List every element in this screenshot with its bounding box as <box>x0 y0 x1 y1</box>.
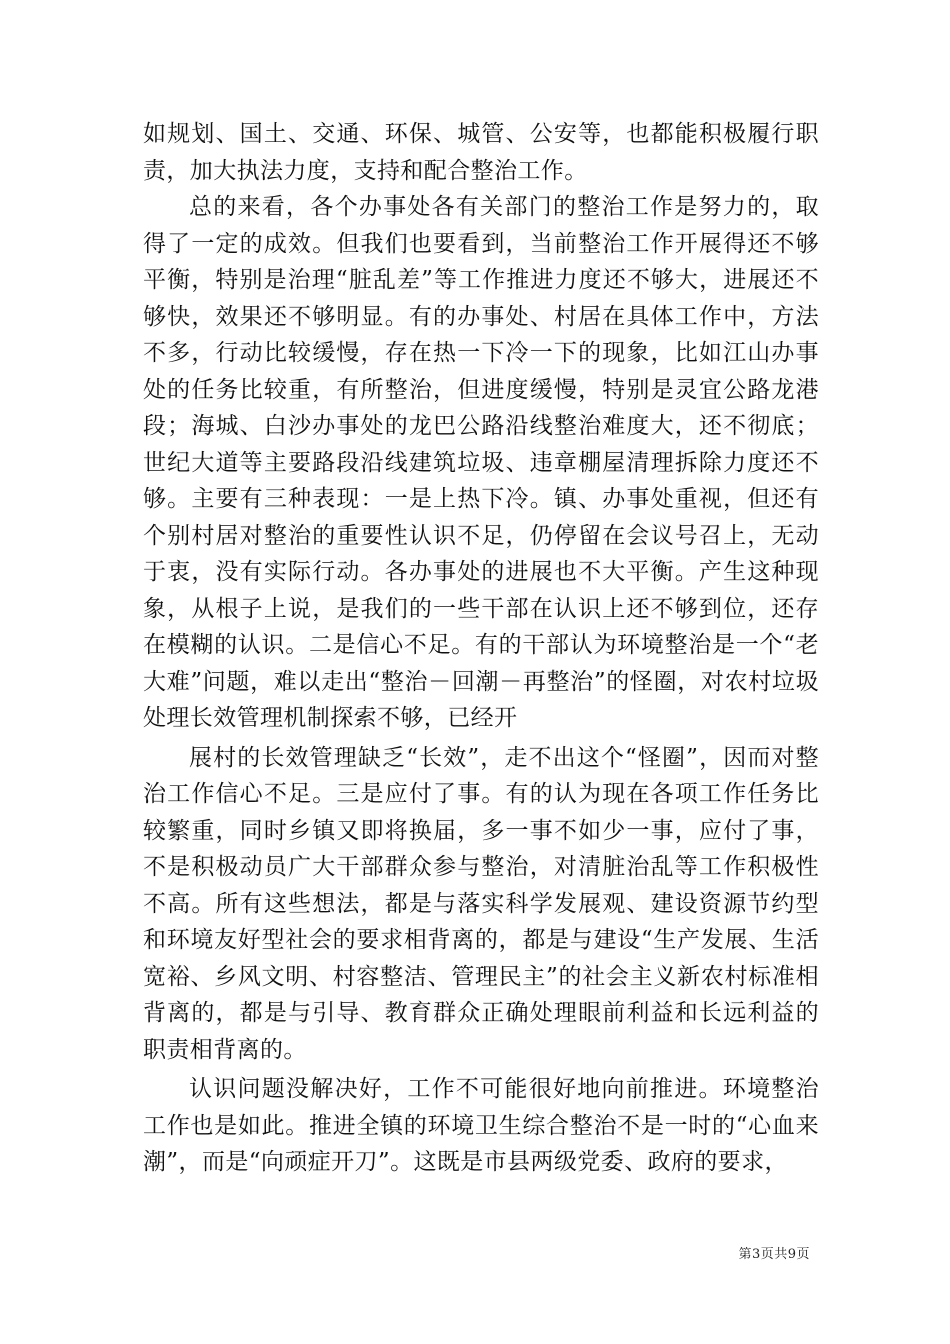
body-text <box>143 116 819 1181</box>
page-number: 第3页共9页 <box>738 1247 810 1262</box>
paragraph-2: 总的来看，各个办事处各有关部门的整治工作是努力的，取得了一定的成效。但我们也要看到，当前整治工作开展得还不够平衡，特别是治理“脏乱差”等工作推进力度还不够大，进展还不够快，效果还不够明显。有的办事处、村居在具体工作中，方法不多，行动比较缓慢，存在热一下冷一下的现象，比如江山办事处的任务比较重，有所整治，但进度缓慢，特别是灵宜公路龙港段；海城、白沙办事处的龙巴公路沿线整治难度大，还不彻底；世纪大道等主要路段沿线建筑垃圾、违章棚屋清理拆除力度还不够。主要有三种表现：一是上热下冷。镇、办事处重视，但还有个别村居对整治的重要性认识不足，仍停留在会议号召上，无动于衷，没有实际行动。各办事处的进展也不大平衡。产生这种现象，从根子上说，是我们的一些干部在认识上还不够到位，还存在模糊的认识。二是信心不足。有的干部认为环境整治是一个“老大难”问题，难以走出“整治－回潮－再整治”的怪圈，对农村垃圾处理长效管理机制探索不够，已经开 <box>143 194 819 731</box>
paragraph-3: 展村的长效管理缺乏“长效”，走不出这个“怪圈”，因而对整治工作信心不足。三是应付了事。有的认为现在各项工作任务比较繁重，同时乡镇又即将换届，多一事不如少一事，应付了事，不是积极动员广大干部群众参与整治，对清脏治乱等工作积极性不高。所有这些想法，都是与落实科学发展观、建设资源节约型和环境友好型社会的要求相背离的，都是与建设“生产发展、生活宽裕、乡风文明、村容整洁、管理民主”的社会主义新农村标准相背离的，都是与引导、教育群众正确处理眼前利益和长远利益的职责相背离的。 <box>143 744 819 1063</box>
paragraph-4: 认识问题没解决好，工作不可能很好地向前推进。环境整治工作也是如此。推进全镇的环境卫生综合整治不是一时的“心血来潮”，而是“向顽症开刀”。这既是市县两级党委、政府的要求， <box>143 1076 819 1175</box>
paragraph-1: 如规划、国土、交通、环保、城管、公安等，也都能积极履行职责，加大执法力度，支持和配合整治工作。 <box>143 121 819 184</box>
